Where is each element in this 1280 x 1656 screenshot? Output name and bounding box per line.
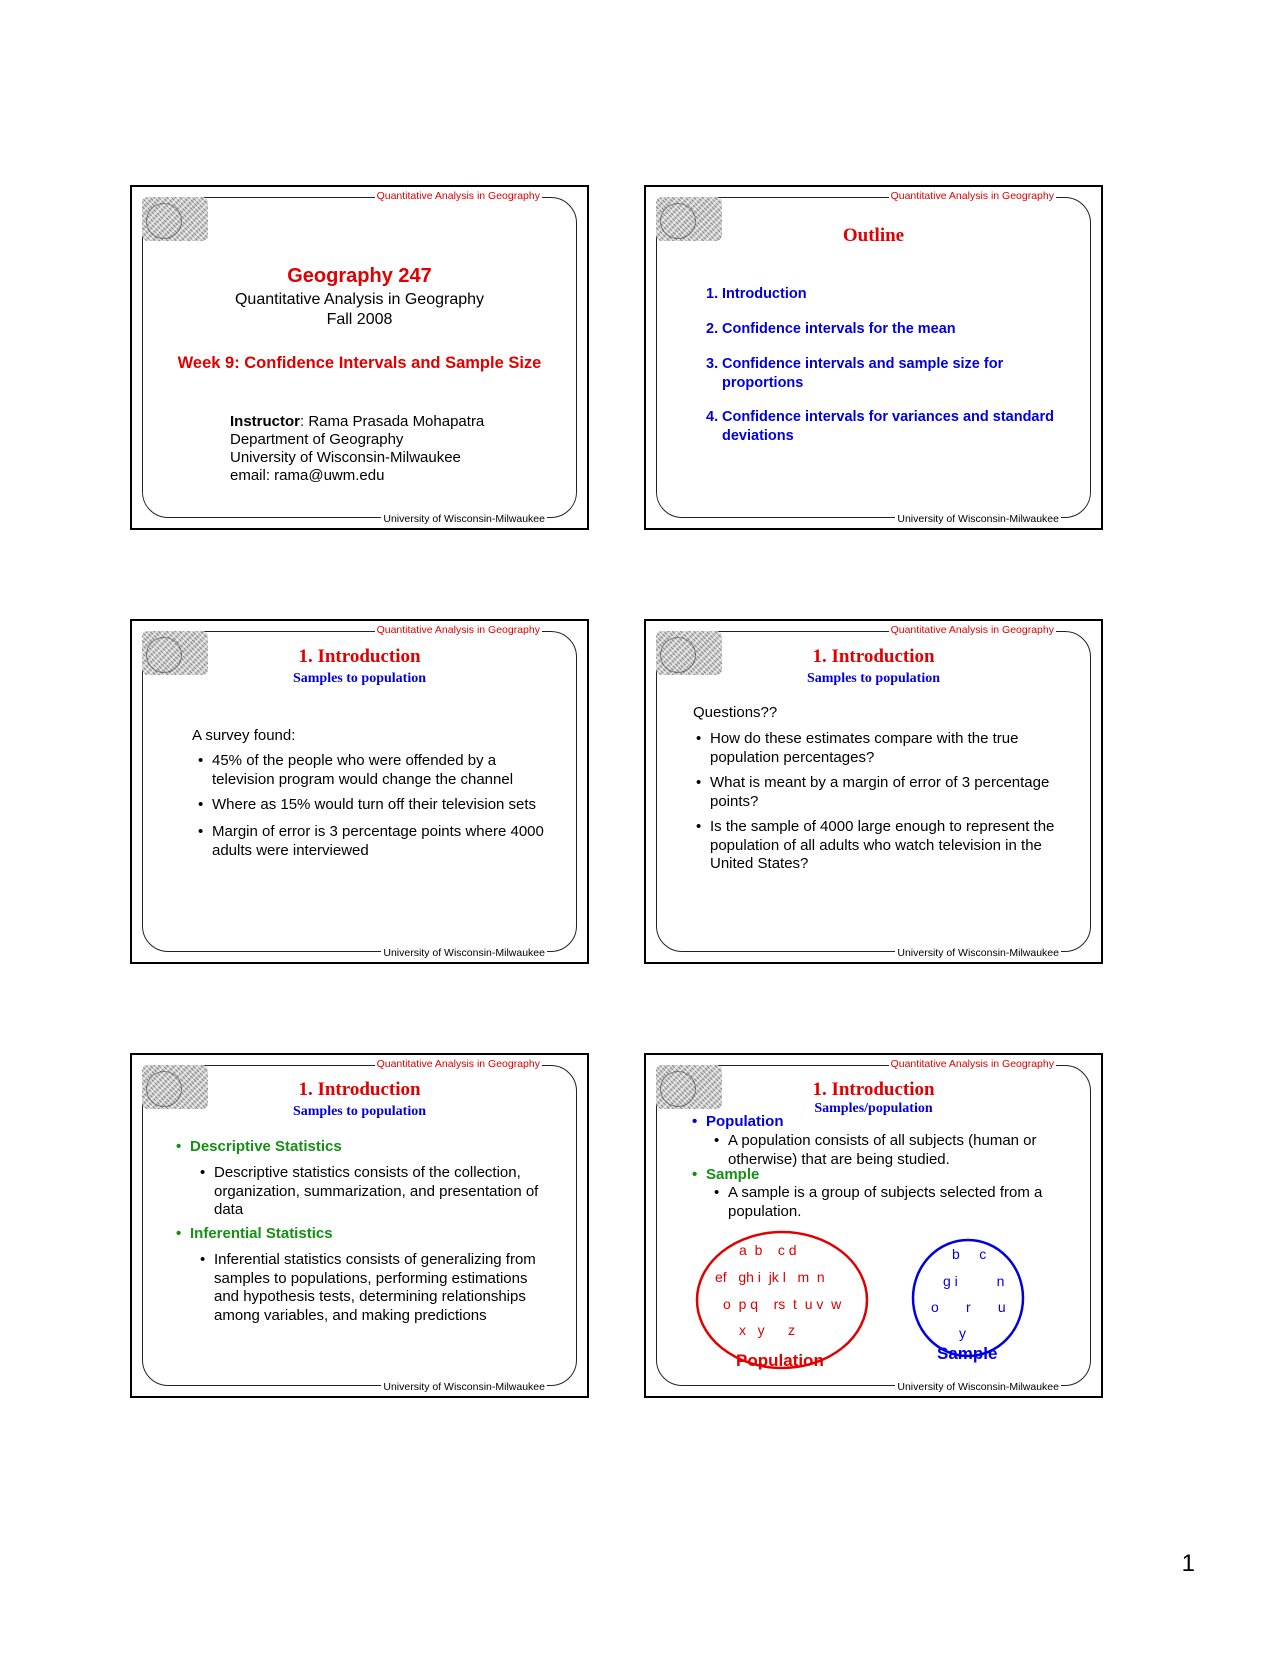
slide-subtitle: Samples to population [292,1104,427,1119]
slide-header: Quantitative Analysis in Geography [890,1058,1054,1070]
sample-letters-row: o r u [931,1299,1006,1315]
slide-header: Quantitative Analysis in Geography [890,624,1054,636]
sample-label: Sample [937,1344,998,1363]
slide-title: 1. Introduction [298,1079,421,1100]
lead-text: Questions?? [693,704,778,721]
outline-number: 1. [706,286,719,302]
course-term: Fall 2008 [326,311,393,328]
slide-2 [644,185,1103,530]
slide-subtitle: Samples to population [292,671,427,686]
outline-item [706,320,1092,339]
globe-logo-icon [142,197,208,241]
outline-item [706,285,1092,304]
email: email: rama@uwm.edu [230,467,385,484]
slide-footer: University of Wisconsin-Milwaukee [897,513,1059,525]
outline-item [706,355,1052,392]
outline-number: 4. [706,409,719,425]
page-number: 1 [1181,1550,1195,1577]
slide-subtitle: Samples/population [814,1101,933,1116]
university: University of Wisconsin-Milwaukee [230,449,461,466]
population-label: Population [736,1351,824,1370]
population-letters-row: x y z [739,1322,796,1338]
sample-definition: • A sample is a group of subjects selected from a population. [708,1184,1058,1221]
sample-letters-row: b c [952,1246,987,1262]
section-text-inferential: • Inferential statistics consists of generalizing from samples to populations, performing estimations and hypothesis tests, determining relationships among variables, and making predictions [194,1251,554,1325]
population-heading: • Population [686,1113,906,1132]
instructor-name: : Rama Prasada Mohapatra [300,413,485,430]
week-title: Week 9: Confidence Intervals and Sample Size [177,354,542,372]
bullet-item: • How do these estimates compare with the true population percentages? [690,730,1040,767]
section-text-descriptive: • Descriptive statistics consists of the collection, organization, summarization, and presentation of data [194,1164,559,1220]
slide-title: Outline [842,225,905,246]
slide-title: 1. Introduction [812,1079,935,1100]
slide-title: 1. Introduction [298,646,421,667]
slide-6 [644,1053,1103,1398]
slide-title: 1. Introduction [812,646,935,667]
population-sample-diagram [646,1225,1105,1395]
instructor-line [230,413,484,431]
bullet-item: • Margin of error is 3 percentage points where 4000 adults were interviewed [192,823,557,860]
outline-number: 2. [706,321,719,337]
outline-text: Introduction [722,286,807,302]
bullet-item: • 45% of the people who were offended by a television program would change the channel [192,752,552,789]
section-heading-descriptive: • Descriptive Statistics [170,1138,490,1157]
sample-heading: • Sample [686,1166,906,1185]
slide-3 [130,619,589,964]
slide-subtitle: Samples to population [806,671,941,686]
population-letters-row: a b c d [739,1242,797,1258]
outline-item [706,408,1092,445]
department: Department of Geography [230,431,404,448]
slide-header: Quantitative Analysis in Geography [376,1058,540,1070]
bullet-item: • Where as 15% would turn off their television sets [192,796,572,815]
outline-text: Confidence intervals and sample size for proportions [722,356,1004,391]
slide-header: Quantitative Analysis in Geography [376,624,540,636]
outline-text: Confidence intervals for the mean [722,321,956,337]
section-heading-inferential: • Inferential Statistics [170,1225,490,1244]
course-subtitle: Quantitative Analysis in Geography [234,291,485,308]
course-title: Geography 247 [287,265,432,287]
lead-text: A survey found: [192,727,296,744]
slide-footer: University of Wisconsin-Milwaukee [383,1381,545,1393]
slide-footer: University of Wisconsin-Milwaukee [897,1381,1059,1393]
slide-footer: University of Wisconsin-Milwaukee [897,947,1059,959]
sample-letters-row: g i n [943,1273,1005,1289]
slide-footer: University of Wisconsin-Milwaukee [383,513,545,525]
instructor-label: Instructor [230,413,301,430]
population-letters-row: ef gh i jk l m n [715,1269,825,1285]
slide-header: Quantitative Analysis in Geography [376,190,540,202]
outline-number: 3. [706,356,719,372]
outline-text: Confidence intervals for variances and standard deviations [722,409,1054,444]
slide-header: Quantitative Analysis in Geography [890,190,1054,202]
sample-letters-row: y [959,1325,966,1341]
slide-5 [130,1053,589,1398]
slide-4 [644,619,1103,964]
population-definition: • A population consists of all subjects (human or otherwise) that are being studied. [708,1132,1058,1169]
slide-1 [130,185,589,530]
slide-footer: University of Wisconsin-Milwaukee [383,947,545,959]
bullet-item: • Is the sample of 4000 large enough to represent the population of all adults who watch television in the United States? [690,818,1055,874]
bullet-item: • What is meant by a margin of error of 3 percentage points? [690,774,1070,811]
population-letters-row: o p q rs t u v w [723,1296,842,1312]
